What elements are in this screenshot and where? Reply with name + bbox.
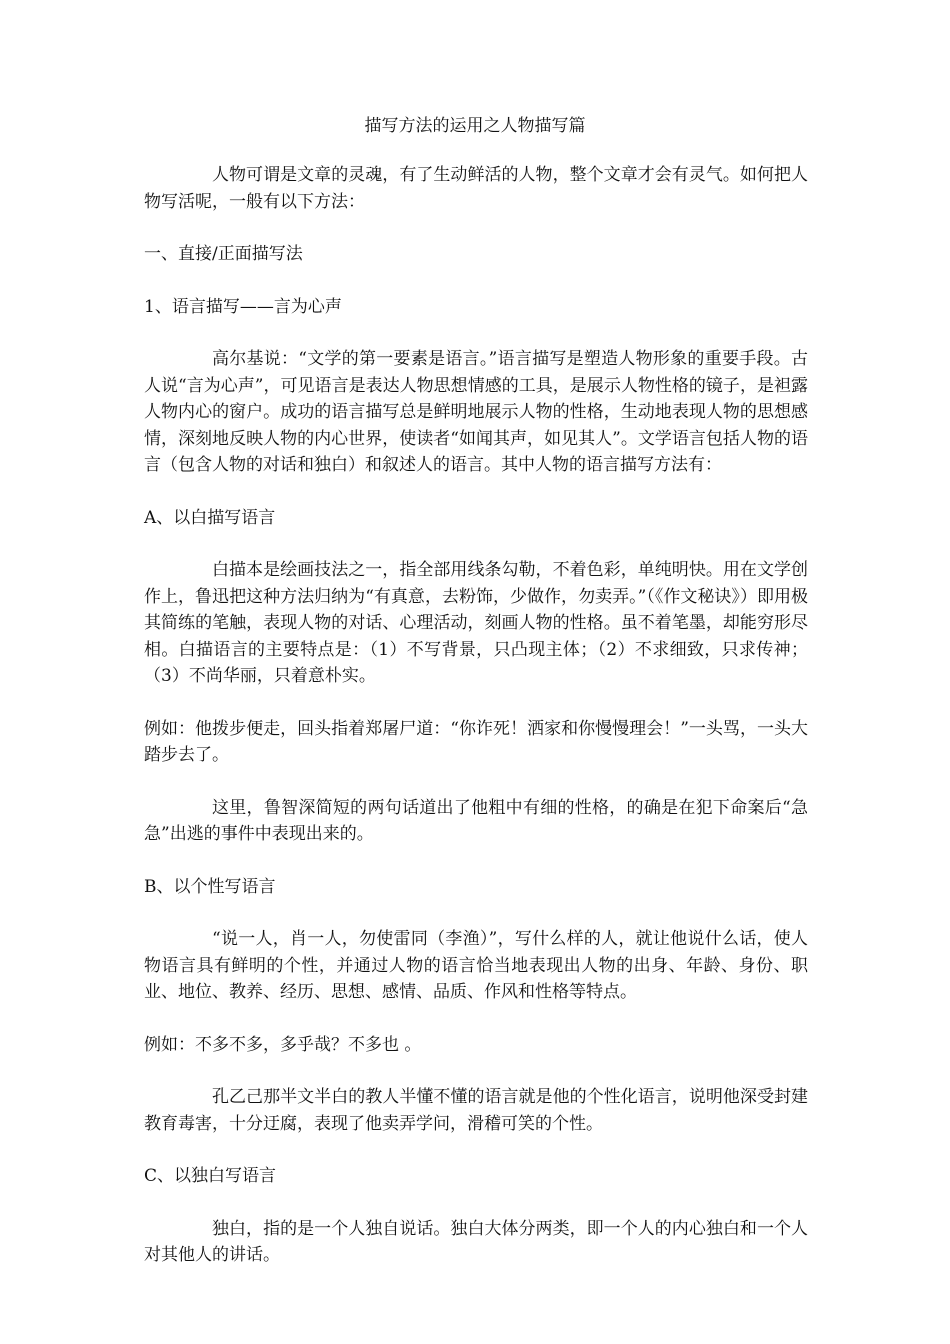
paragraph-lu-zhishen-analysis: 这里，鲁智深简短的两句话道出了他粗中有细的性格，的确是在犯下命案后“急急”出逃的事件中表现出来的。 xyxy=(144,797,808,844)
section-heading-direct-description: 一、直接/正面描写法 xyxy=(144,244,303,264)
paragraph-plain-sketch-explanation: 白描本是绘画技法之一，指全部用线条勾勒，不着色彩，单纯明快。用在文学创作上，鲁迅把这种方法归纳为“有真意，去粉饰，少做作，勿卖弄。”（《作文秘诀》）即用极其简练的笔触，表现人物的对话、心理活动，刻画人物的性格。虽不着笔墨，却能穷形尽相。白描语言的主要特点是：（1）不写背景，只凸现主体；（2）不求细致，只求传神；（3）不尚华丽，只着意朴实。 xyxy=(144,560,808,686)
document-body xyxy=(144,162,808,1295)
paragraph-example-kong-yiji: 例如：不多不多，多乎哉？不多也 。 xyxy=(144,1034,422,1055)
subheading-personality-language: B、以个性写语言 xyxy=(144,876,276,897)
paragraph-personality-explanation: “说一人，肖一人，勿使雷同（李渔）”，写什么样的人，就让他说什么话，使人物语言具有鲜明的个性，并通过人物的语言恰当地表现出人物的出身、年龄、身份、职业、地位、教养、经历、思想、感情、品质、作风和性格等特点。 xyxy=(144,929,808,1002)
paragraph-gorky-quote: 高尔基说：“文学的第一要素是语言。”语言描写是塑造人物形象的重要手段。古人说“言为心声”，可见语言是表达人物思想情感的工具，是展示人物性格的镜子，是袒露人物内心的窗户。成功的语言描写总是鲜明地展示人物的性格，生动地表现人物的思想感情，深刻地反映人物的内心世界，使读者“如闻其声，如见其人”。文学语言包括人物的语言（包含人物的对话和独白）和叙述人的语言。其中人物的语言描写方法有： xyxy=(144,349,808,475)
subsection-heading-language-description: 1、语言描写——言为心声 xyxy=(144,296,342,317)
paragraph-example-lu-zhishen: 例如：他拨步便走，回头指着郑屠尸道：“你诈死！洒家和你慢慢理会！”一头骂，一头大踏步去了。 xyxy=(144,718,808,765)
paragraph-kong-yiji-analysis: 孔乙己那半文半白的教人半懂不懂的语言就是他的个性化语言，说明他深受封建教育毒害，十分迂腐，表现了他卖弄学问，滑稽可笑的个性。 xyxy=(144,1087,808,1134)
document-title: 描写方法的运用之人物描写篇 xyxy=(364,116,586,136)
paragraph-monologue-explanation: 独白，指的是一个人独自说话。独白大体分两类，即一个人的内心独白和一个人对其他人的讲话。 xyxy=(144,1218,808,1265)
subheading-monologue-language: C、以独白写语言 xyxy=(144,1166,277,1186)
subheading-plain-sketch: A、以白描写语言 xyxy=(144,507,276,528)
paragraph-intro: 人物可谓是文章的灵魂，有了生动鲜活的人物，整个文章才会有灵气。如何把人物写活呢，一般有以下方法： xyxy=(144,165,808,212)
